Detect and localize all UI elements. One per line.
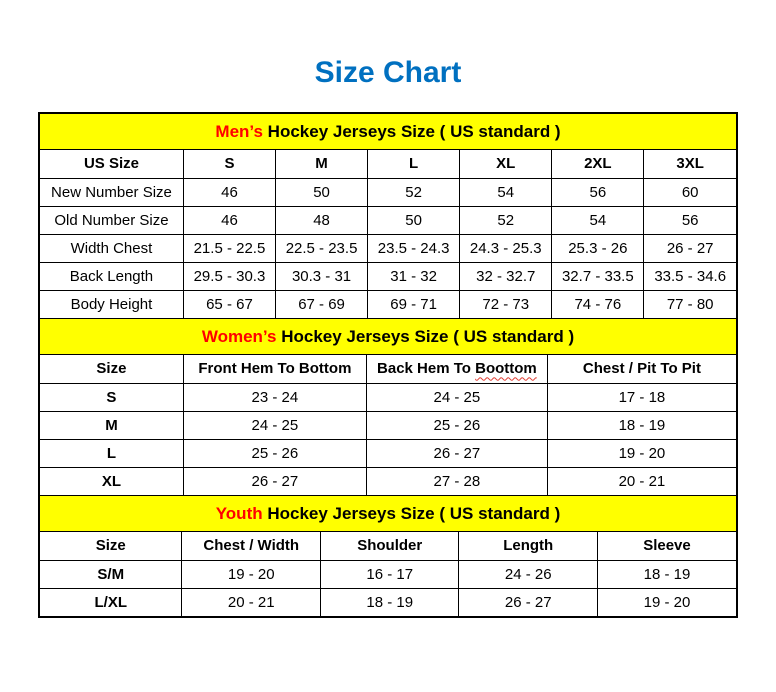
column-header: XL (460, 150, 552, 178)
size-value-cell: 24 - 25 (366, 383, 547, 411)
column-header: US Size (40, 150, 183, 178)
section-band-womens-accent: Women’s (201, 327, 277, 346)
table-row (40, 234, 736, 262)
page-title: Size Chart (314, 56, 462, 89)
column-header: Chest / Width (182, 532, 321, 560)
row-label: M (40, 411, 183, 439)
size-value-cell: 56 (552, 178, 644, 206)
row-label: L (40, 439, 183, 467)
header-row (40, 355, 736, 383)
size-value-cell: 32 - 32.7 (460, 262, 552, 290)
size-value-cell: 48 (276, 206, 368, 234)
row-label: New Number Size (40, 178, 183, 206)
size-value-cell: 19 - 20 (597, 588, 736, 616)
size-value-cell: 19 - 20 (547, 439, 736, 467)
size-value-cell: 25.3 - 26 (552, 234, 644, 262)
column-header: Size (40, 532, 182, 560)
size-value-cell: 26 - 27 (366, 439, 547, 467)
section-band-womens-rest: Hockey Jerseys Size ( US standard ) (276, 327, 575, 346)
table-row (40, 411, 736, 439)
row-label: XL (40, 467, 183, 495)
table-row (40, 262, 736, 290)
header-row (40, 532, 736, 560)
row-label: Old Number Size (40, 206, 183, 234)
column-header: M (276, 150, 368, 178)
section-band-mens (40, 114, 736, 150)
size-value-cell: 69 - 71 (368, 290, 460, 318)
size-value-cell: 22.5 - 23.5 (276, 234, 368, 262)
size-value-cell: 17 - 18 (547, 383, 736, 411)
size-value-cell: 33.5 - 34.6 (644, 262, 736, 290)
size-value-cell: 26 - 27 (459, 588, 598, 616)
size-value-cell: 67 - 69 (276, 290, 368, 318)
size-value-cell: 18 - 19 (320, 588, 459, 616)
size-value-cell: 60 (644, 178, 736, 206)
size-value-cell: 25 - 26 (366, 411, 547, 439)
size-value-cell: 19 - 20 (182, 560, 321, 588)
column-header: Length (459, 532, 598, 560)
section-band-youth (40, 495, 736, 532)
row-label: Body Height (40, 290, 183, 318)
column-header: Chest / Pit To Pit (547, 355, 736, 383)
section-band-mens-rest: Hockey Jerseys Size ( US standard ) (262, 122, 561, 141)
size-value-cell: 18 - 19 (597, 560, 736, 588)
misspelled-word: Boottom (475, 360, 537, 378)
size-value-cell: 20 - 21 (182, 588, 321, 616)
column-header: Sleeve (597, 532, 736, 560)
size-value-cell: 54 (552, 206, 644, 234)
size-value-cell: 46 (183, 206, 275, 234)
column-header: Front Hem To Bottom (183, 355, 366, 383)
size-value-cell: 26 - 27 (644, 234, 736, 262)
column-header: S (183, 150, 275, 178)
table-row (40, 560, 736, 588)
size-value-cell: 24 - 25 (183, 411, 366, 439)
size-value-cell: 26 - 27 (183, 467, 366, 495)
column-header: 2XL (552, 150, 644, 178)
size-value-cell: 52 (368, 178, 460, 206)
size-value-cell: 23.5 - 24.3 (368, 234, 460, 262)
size-value-cell: 24 - 26 (459, 560, 598, 588)
size-value-cell: 23 - 24 (183, 383, 366, 411)
size-value-cell: 16 - 17 (320, 560, 459, 588)
table-row (40, 588, 736, 616)
column-header: Shoulder (320, 532, 459, 560)
section-band-mens-accent: Men’s (215, 122, 263, 141)
size-value-cell: 24.3 - 25.3 (460, 234, 552, 262)
size-value-cell: 20 - 21 (547, 467, 736, 495)
size-value-cell: 32.7 - 33.5 (552, 262, 644, 290)
size-value-cell: 18 - 19 (547, 411, 736, 439)
column-header: Back Hem To Boottom (366, 355, 547, 383)
womens-size-table (40, 355, 736, 495)
size-value-cell: 25 - 26 (183, 439, 366, 467)
size-value-cell: 27 - 28 (366, 467, 547, 495)
size-value-cell: 50 (368, 206, 460, 234)
table-row (40, 467, 736, 495)
header-row (40, 150, 736, 178)
table-row (40, 290, 736, 318)
size-value-cell: 74 - 76 (552, 290, 644, 318)
row-label: S (40, 383, 183, 411)
row-label: S/M (40, 560, 182, 588)
row-label: L/XL (40, 588, 182, 616)
size-value-cell: 65 - 67 (183, 290, 275, 318)
mens-size-table (40, 150, 736, 318)
size-value-cell: 72 - 73 (460, 290, 552, 318)
table-row (40, 439, 736, 467)
youth-size-table (40, 532, 736, 616)
size-value-cell: 46 (183, 178, 275, 206)
section-band-youth-rest: Hockey Jerseys Size ( US standard ) (262, 504, 561, 523)
size-value-cell: 77 - 80 (644, 290, 736, 318)
section-band-womens (40, 318, 736, 355)
section-band-youth-accent: Youth (215, 504, 263, 523)
table-row (40, 383, 736, 411)
size-value-cell: 30.3 - 31 (276, 262, 368, 290)
size-value-cell: 56 (644, 206, 736, 234)
table-row (40, 206, 736, 234)
size-value-cell: 52 (460, 206, 552, 234)
size-value-cell: 21.5 - 22.5 (183, 234, 275, 262)
row-label: Back Length (40, 262, 183, 290)
column-header: L (368, 150, 460, 178)
size-value-cell: 50 (276, 178, 368, 206)
size-value-cell: 31 - 32 (368, 262, 460, 290)
size-value-cell: 54 (460, 178, 552, 206)
size-value-cell: 29.5 - 30.3 (183, 262, 275, 290)
column-header: 3XL (644, 150, 736, 178)
row-label: Width Chest (40, 234, 183, 262)
column-header: Size (40, 355, 183, 383)
table-row (40, 178, 736, 206)
size-chart-table-container (38, 112, 738, 618)
